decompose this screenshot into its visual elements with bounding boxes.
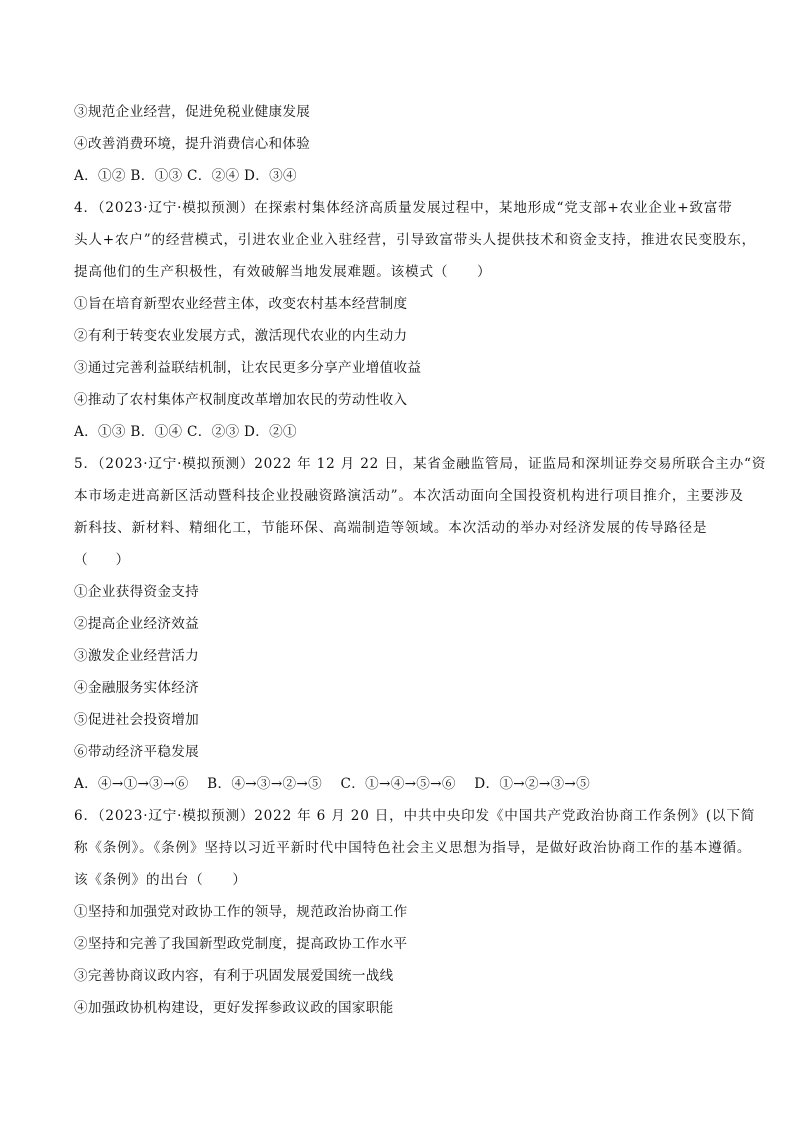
q6-option-4: ④加强政协机构建设，更好发挥参政议政的国家职能 (74, 1000, 394, 1016)
q6-option-3: ③完善协商议政内容，有利于巩固发展爱国统一战线 (74, 968, 394, 984)
q5-option-2: ②提高企业经济效益 (74, 616, 200, 632)
q4-option-4: ④推动了农村集体产权制度改革增加农民的劳动性收入 (74, 392, 408, 408)
q5-option-5: ⑤促进社会投资增加 (74, 712, 200, 728)
q6-stem-line-3: 该《条例》的出台（ ） (74, 872, 247, 888)
q5-stem-line-3: 新科技、新材料、精细化工，节能环保、高端制造等领域。本次活动的举办对经济发展的传导路径是 (74, 520, 708, 536)
q5-option-3: ③激发企业经营活力 (74, 648, 200, 664)
q4-answer-choices: A．①③ B．①④ C．②③ D．②① (74, 424, 297, 440)
q5-answer-choices: A．④→①→③→⑥ B．④→③→②→⑤ C．①→④→⑤→⑥ D．①→②→③→⑤ (74, 776, 591, 792)
q3-answer-choices: A．①② B．①③ C．②④ D．③④ (74, 168, 297, 184)
q4-option-2: ②有利于转变农业发展方式，激活现代农业的内生动力 (74, 328, 408, 344)
q6-stem-line-2: 称《条例》。《条例》坚持以习近平新时代中国特色社会主义思想为指导，是做好政治协商工作的基本遵循。 (74, 840, 752, 856)
q4-stem-line-2: 头人+农户”的经营模式，引进农业企业入驻经营，引导致富带头人提供技术和资金支持，推进农民变股东， (74, 232, 757, 248)
q5-stem-line-4: （ ） (74, 552, 130, 568)
q3-option-4: ④改善消费环境，提升消费信心和体验 (74, 136, 311, 152)
q4-stem-line-3: 提高他们的生产积极性，有效破解当地发展难题。该模式（ ） (74, 264, 492, 280)
q4-stem-line-1: 4．（2023·辽宁·模拟预测）在探索村集体经济高质量发展过程中，某地形成“党支部+农业企业+致富带 (74, 200, 733, 216)
q5-option-6: ⑥带动经济平稳发展 (74, 744, 200, 760)
q6-option-2: ②坚持和完善了我国新型政党制度，提高政协工作水平 (74, 936, 408, 952)
q5-stem-line-2: 本市场走进高新区活动暨科技企业投融资路演活动”。本次活动面向全国投资机构进行项目推介，主要涉及 (74, 488, 744, 504)
q3-option-3: ③规范企业经营，促进免税业健康发展 (74, 104, 311, 120)
q5-option-1: ①企业获得资金支持 (74, 584, 200, 600)
q4-option-3: ③通过完善利益联结机制，让农民更多分享产业增值收益 (74, 360, 422, 376)
q6-stem-line-1: 6．（2023·辽宁·模拟预测）2022 年 6 月 20 日，中共中央印发《中国共产党政治协商工作条例》(以下简 (74, 808, 756, 824)
q5-stem-line-1: 5．（2023·辽宁·模拟预测）2022 年 12 月 22 日，某省金融监管局，证监局和深圳证券交易所联合主办“资 (74, 456, 767, 472)
q4-option-1: ①旨在培育新型农业经营主体，改变农村基本经营制度 (74, 296, 408, 312)
q6-option-1: ①坚持和加强党对政协工作的领导，规范政治协商工作 (74, 904, 408, 920)
q5-option-4: ④金融服务实体经济 (74, 680, 200, 696)
